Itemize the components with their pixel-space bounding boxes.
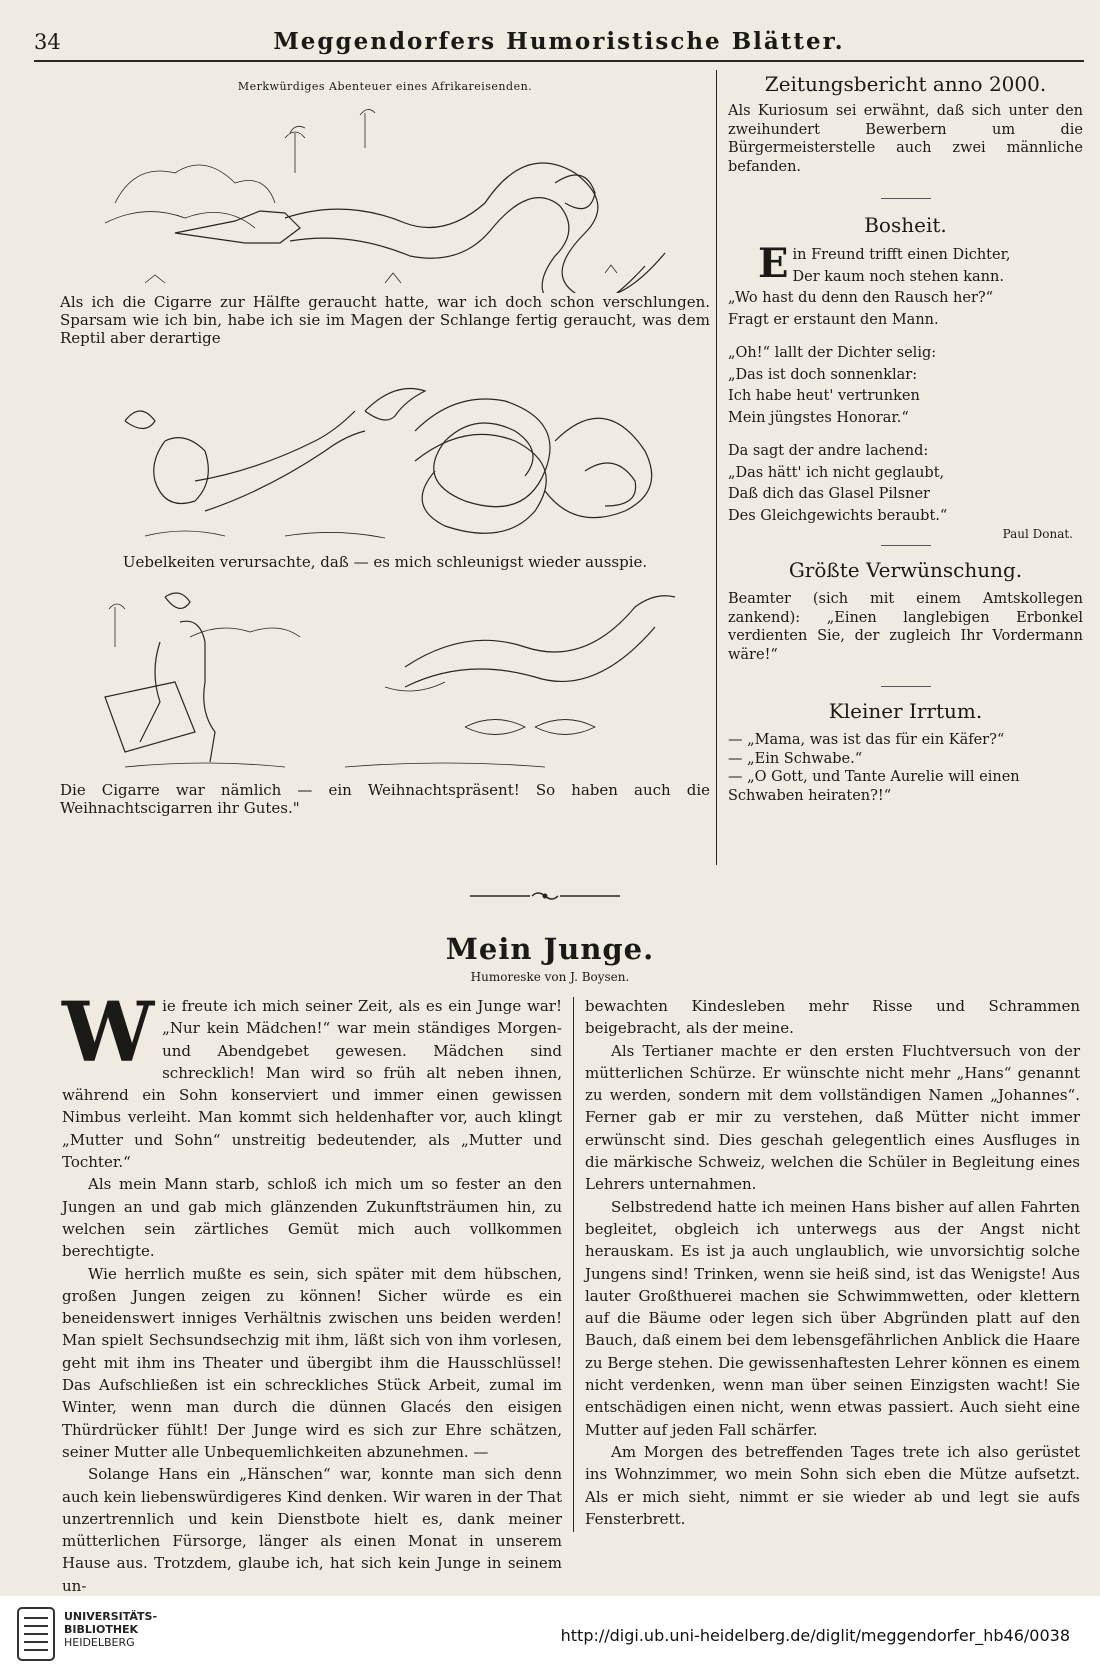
story-paragraph — [62, 985, 562, 1173]
story-paragraph: Solange Hans ein „Hänschen“ war, konnte man sich denn auch kein liebenswürdigeres Kind denken. Wir waren in der That unzertrennlich und kein Dienstbote hielt es, dank meiner mütterlichen Fürsorge, länger als einen Monat in unserem Hause aus. Trotzdem, glaube ich, hat sich kein Junge in seinem un- — [62, 1465, 562, 1595]
column-divider-top — [716, 70, 717, 865]
story-title: Mein Junge. — [445, 932, 655, 966]
bosheit-title: Bosheit. — [864, 213, 947, 237]
dialog-line: — „O Gott, und Tante Aurelie will einen Schwaben heiraten?!“ — [728, 769, 1020, 804]
story-subtitle: Humoreske von J. Boysen. — [470, 970, 630, 984]
library-footer — [0, 1596, 1100, 1676]
dialog-line: — „Ein Schwabe.“ — [728, 750, 863, 767]
bosheit-poem — [728, 240, 1083, 527]
library-line: BIBLIOTHEK — [64, 1623, 139, 1636]
poem-line: „Das ist doch sonnenklar: — [728, 366, 918, 383]
zeitung-title: Zeitungsbericht anno 2000. — [764, 72, 1047, 96]
illustration-man-in-snake — [85, 351, 685, 551]
separator — [881, 686, 931, 687]
ornament-divider — [470, 890, 620, 902]
stanza-gap — [758, 429, 1083, 441]
bosheit-drop-cap: E — [758, 240, 789, 287]
story-paragraph: Selbstredend hatte ich meinen Hans bisher auf allen Fahrten begleitet, obgleich ich unterwegs aus der Angst nicht herauskam. Es ist ja auch unglaublich, wie unvorsichtig solche Jungens sind! Trinken, wenn sie heiß sind, ist das Wenigste! Aus lauter Großthuerei machen sie Schwimmwetten, oder klettern auf die Bäume oder legen sich über Abgründen platt auf den Bauch, daß einem bei dem lebensgefährlichen Anblick die Haare zu Berge stehen. Die gewissenhaftesten Lehrer können es einem nicht verdenken, wenn man über seinen Einzigsten wacht! Sie entschädigen einen nicht, wenn etwas passiert. Auch sieht eine Mutter auf jeden Fall schärfer. — [585, 1197, 1080, 1439]
illustration-snake-smoking — [85, 93, 685, 293]
story-column-2 — [585, 995, 1080, 1535]
groesste-text: Beamter (sich mit einem Amtskollegen zankend): „Einen langlebigen Erbonkel verdienten Sie, der zugleich Ihr Vordermann wäre!“ — [728, 591, 1083, 663]
story-drop-cap: W — [62, 985, 155, 1081]
story-paragraph: Als mein Mann starb, schloß ich mich um so fester an den Jungen an und gab mich glänzenden Zukunftsträumen hin, zu welchen sein zärtliches Gemüt mich auch vollkommen berechtigte. — [62, 1175, 562, 1261]
library-line: UNIVERSITÄTS- — [64, 1610, 158, 1623]
story-paragraph: Wie herrlich mußte es sein, sich später mit dem hübschen, großen Jungen zeigen zu können! Sicher würde es ein beneidenswert inniges Verhältnis zwischen uns beiden werden! Man spielt Sechsundsechzig mit ihm, läßt sich von ihm vorlesen, geht mit ihm ins Theater und übergibt ihm die Hausschlüssel! Das Aufschließen ist ein schreckliches Stück Arbeit, zumal im Winter, wenn man durch die dünnen Glacés den eisigen Thürdrücker fühlt! Der Junge wird es sich zur Ehre schätzen, seiner Mutter alle Unbequemlichkeiten abzunehmen. — — [62, 1264, 562, 1461]
cartoon-caption-1: Als ich die Cigarre zur Hälfte geraucht hatte, war ich doch schon verschlungen. Sparsam wie ich bin, habe ich sie im Magen der Schlange fertig geraucht, was dem Reptil aber derartige — [60, 293, 710, 347]
zeitung-text: Als Kuriosum sei erwähnt, daß sich unter den zweihundert Bewerbern um die Bürgermeisterstelle auch zwei männliche befanden. — [728, 103, 1083, 175]
library-name — [64, 1610, 157, 1649]
story-paragraph: Am Morgen des betreffenden Tages trete ich also gerüstet ins Wohnzimmer, wo mein Sohn sich eben die Mütze aufsetzt. Als er mich sieht, nimmt er sie wieder ab und legt sie aufs Fensterbrett. — [585, 1442, 1080, 1528]
poem-line: Ich habe heut' vertrunken — [728, 388, 920, 404]
poem-line: „Das hätt' ich nicht geglaubt, — [728, 464, 945, 481]
story-column-1 — [62, 985, 562, 1595]
running-title: Meggendorfers Humoristische Blätter. — [273, 28, 845, 55]
poem-line: „Wo hast du denn den Rausch her?“ — [728, 290, 994, 306]
page-header — [34, 26, 1084, 62]
separator — [881, 545, 931, 546]
cartoon-column — [60, 70, 710, 880]
story-column-divider — [573, 997, 574, 1532]
story-paragraph: bewachten Kindesleben mehr Risse und Schrammen beigebracht, als der meine. — [585, 997, 1080, 1038]
university-seal-icon — [14, 1604, 58, 1664]
dialog-line: — „Mama, was ist das für ein Käfer?“ — [728, 732, 1005, 748]
story-paragraph: Als Tertianer machte er den ersten Fluchtversuch von der mütterlichen Schürze. Er wünschte nicht mehr „Hans“ genannt zu werden, sondern mit dem vollständigen Namen „Johannes“. Ferner gab er mir zu verstehen, daß Mütter nicht immer erwünscht sind. Dies geschah gelegentlich eines Ausfluges in die märkische Schweiz, welchen die Schüler in Begleitung eines Lehrers unternahmen. — [585, 1041, 1080, 1194]
cartoon-caption-2: Uebelkeiten verursachte, daß — es mich schleunigst wieder ausspie. — [122, 553, 648, 571]
poem-line: Mein jüngstes Honorar.“ — [728, 409, 909, 426]
irrtum-title: Kleiner Irrtum. — [828, 699, 983, 723]
irrtum-dialog — [728, 731, 1083, 805]
stanza-gap — [758, 331, 1083, 343]
poem-line: Der kaum noch stehen kann. — [792, 268, 1004, 285]
short-pieces-column — [728, 72, 1083, 872]
poem-line: Da sagt der andre lachend: — [728, 443, 929, 459]
bosheit-author: Paul Donat. — [1002, 527, 1073, 541]
groesste-title: Größte Verwünschung. — [788, 558, 1023, 582]
page-number: 34 — [34, 30, 61, 54]
poem-line: Fragt er erstaunt den Mann. — [728, 311, 939, 328]
source-url-link[interactable]: http://digi.ub.uni-heidelberg.de/diglit/meggendorfer_hb46/0038 — [560, 1626, 1070, 1645]
poem-line: in Freund trifft einen Dichter, — [792, 247, 1011, 263]
poem-line: Des Gleichgewichts beraubt.“ — [728, 507, 948, 524]
separator — [881, 198, 931, 199]
poem-line: Daß dich das Glasel Pilsner — [728, 486, 930, 502]
cartoon-caption-3: Die Cigarre war nämlich — ein Weihnachtspräsent! So haben auch die Weihnachtscigarren ihr Gutes." — [60, 781, 710, 817]
illustration-man-with-cigar — [85, 577, 685, 777]
story-text: ie freute ich mich seiner Zeit, als es ein Junge war! „Nur kein Mädchen!“ war mein ständiges Morgen- und Abendgebet gewesen. Mädchen sind schrecklich! Man wird so früh alt neben ihnen, während ein Sohn konserviert und immer einen gewissen Nimbus verleiht. Man kommt sich heldenhafter vor, auch klingt „Mutter und Sohn“ unstreitig bedeutender, als „Mutter und Tochter.“ — [62, 997, 562, 1172]
cartoon-title: Merkwürdiges Abenteuer eines Afrikareisenden. — [237, 80, 533, 93]
poem-line: „Oh!“ lallt der Dichter selig: — [728, 345, 937, 361]
library-line: HEIDELBERG — [64, 1636, 135, 1649]
